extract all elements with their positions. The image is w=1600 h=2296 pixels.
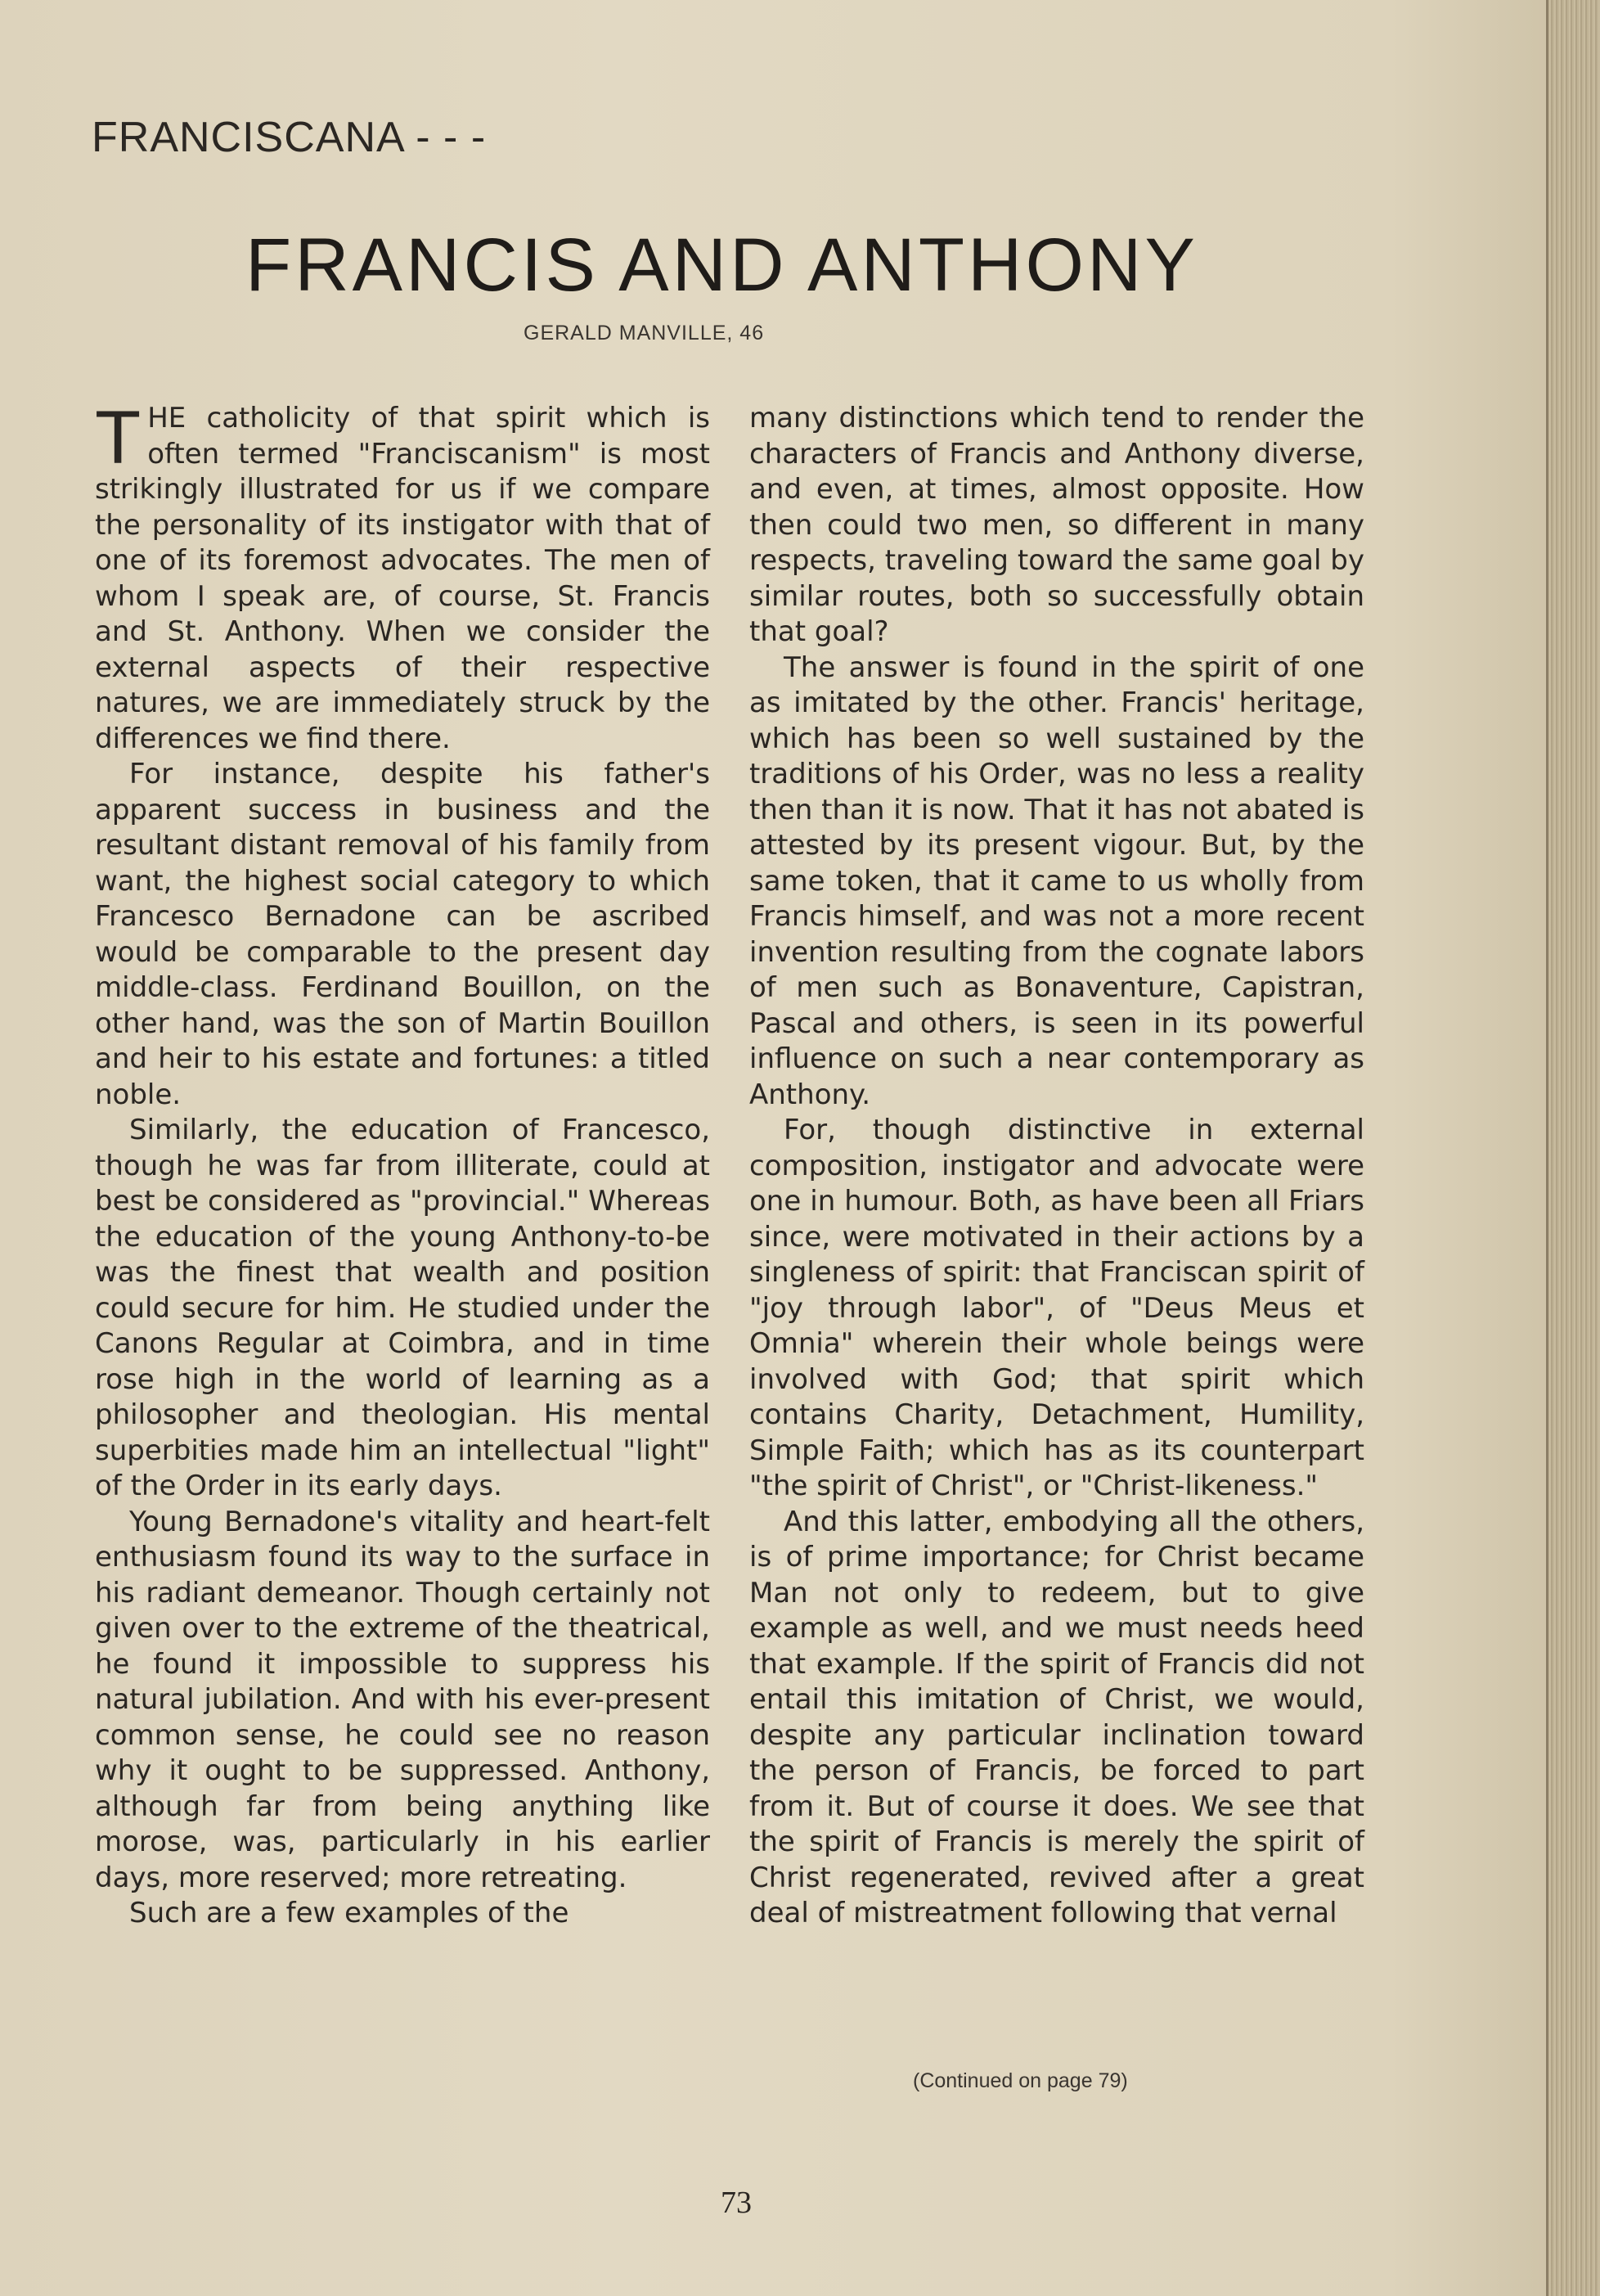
page-number: 73 (721, 2186, 752, 2220)
paragraph: And this latter, embodying all the others, is of prime importance; for Christ became Man not only to redeem, but to give example as well, and we must needs heed that example. If the spirit of Francis did not entail this imitation of Christ, we would, despite any particular inclination toward the person of Francis, be forced to part from it. But of course it does. We see that the spirit of Francis is merely the spirit of Christ regenerated, revived after a great deal of mistreatment following that vernal (749, 1505, 1364, 1929)
drop-cap: T (95, 396, 142, 479)
article-title: FRANCIS AND ANTHONY (245, 223, 1198, 307)
paragraph: The answer is found in the spirit of one as imitated by the other. Francis' heritage, which has been so well sustained by the traditions of his Order, was no less a reality then than it is now. That it has not abated is attested by its present vigour. But, by the same token, that it came to us wholly from Francis himself, and was not a more recent invention resulting from the cognate labors of men such as Bonaventure, Capistran, Pascal and others, is seen in its powerful influence on such a near contemporary as Anthony. (749, 651, 1364, 1111)
left-column (95, 396, 710, 1932)
paragraph: Such are a few examples of the (129, 1897, 569, 1929)
right-column (749, 401, 1364, 1932)
section-label: FRANCISCANA - - - (92, 114, 487, 161)
paragraph: For instance, despite his father's apparent success in business and the resultant distant removal of his family from want, the highest social category to which Francesco Bernadone can be ascribed would be comparable to the present day middle-class. Ferdinand Bouillon, on the other hand, was the son of Martin Bouillon and heir to his estate and fortunes: a titled noble. (95, 758, 710, 1111)
paragraph-text: HE catholicity of that spirit which is often termed "Franciscanism" is most strikingly illustrated for us if we compare the personality of its instigator with that of one of its foremost advocates. The men of whom I speak are, of course, St. Francis and St. Anthony. When we consider the external aspects of their respective natures, we are immediately struck by the differences we find there. (95, 402, 710, 755)
paragraph: many distinctions which tend to render the characters of Francis and Anthony diverse, and even, at times, almost opposite. How then could two men, so different in many respects, traveling toward the same goal by similar routes, both so successfully obtain that goal? (749, 402, 1364, 648)
page-edge (1546, 0, 1600, 2296)
continued-note: (Continued on page 79) (913, 2069, 1128, 2092)
paragraph: For, though distinctive in external composition, instigator and advocate were one in humour. Both, as have been all Friars since, were motivated in their actions by a singleness of spirit: that Franciscan spirit of "joy through labor", of "Deus Meus et Omnia" wherein their whole beings were involved with God; that spirit which contains Charity, Detachment, Humility, Simple Faith; which has as its counterpart "the spirit of Christ", or "Christ-likeness." (749, 1114, 1364, 1502)
paragraph: Young Bernadone's vitality and heart-felt enthusiasm found its way to the surface in his radiant demeanor. Though certainly not given over to the extreme of the theatrical, he found it impossible to suppress his natural jubilation. And with his ever-present common sense, he could see no reason why it ought to be suppressed. Anthony, although far from being anything like morose, was, particularly in his earlier days, more reserved; more retreating. (95, 1505, 710, 1894)
author-byline: GERALD MANVILLE, 46 (524, 322, 765, 344)
paragraph (95, 396, 710, 757)
paragraph: Similarly, the education of Francesco, though he was far from illiterate, could at best be considered as "provincial." Whereas the education of the young Anthony-to-be was the finest that wealth and position could secure for him. He studied under the Canons Regular at Coimbra, and in time rose high in the world of learning as a philosopher and theologian. His mental superbities made him an intellectual "light" of the Order in its early days. (95, 1114, 710, 1502)
